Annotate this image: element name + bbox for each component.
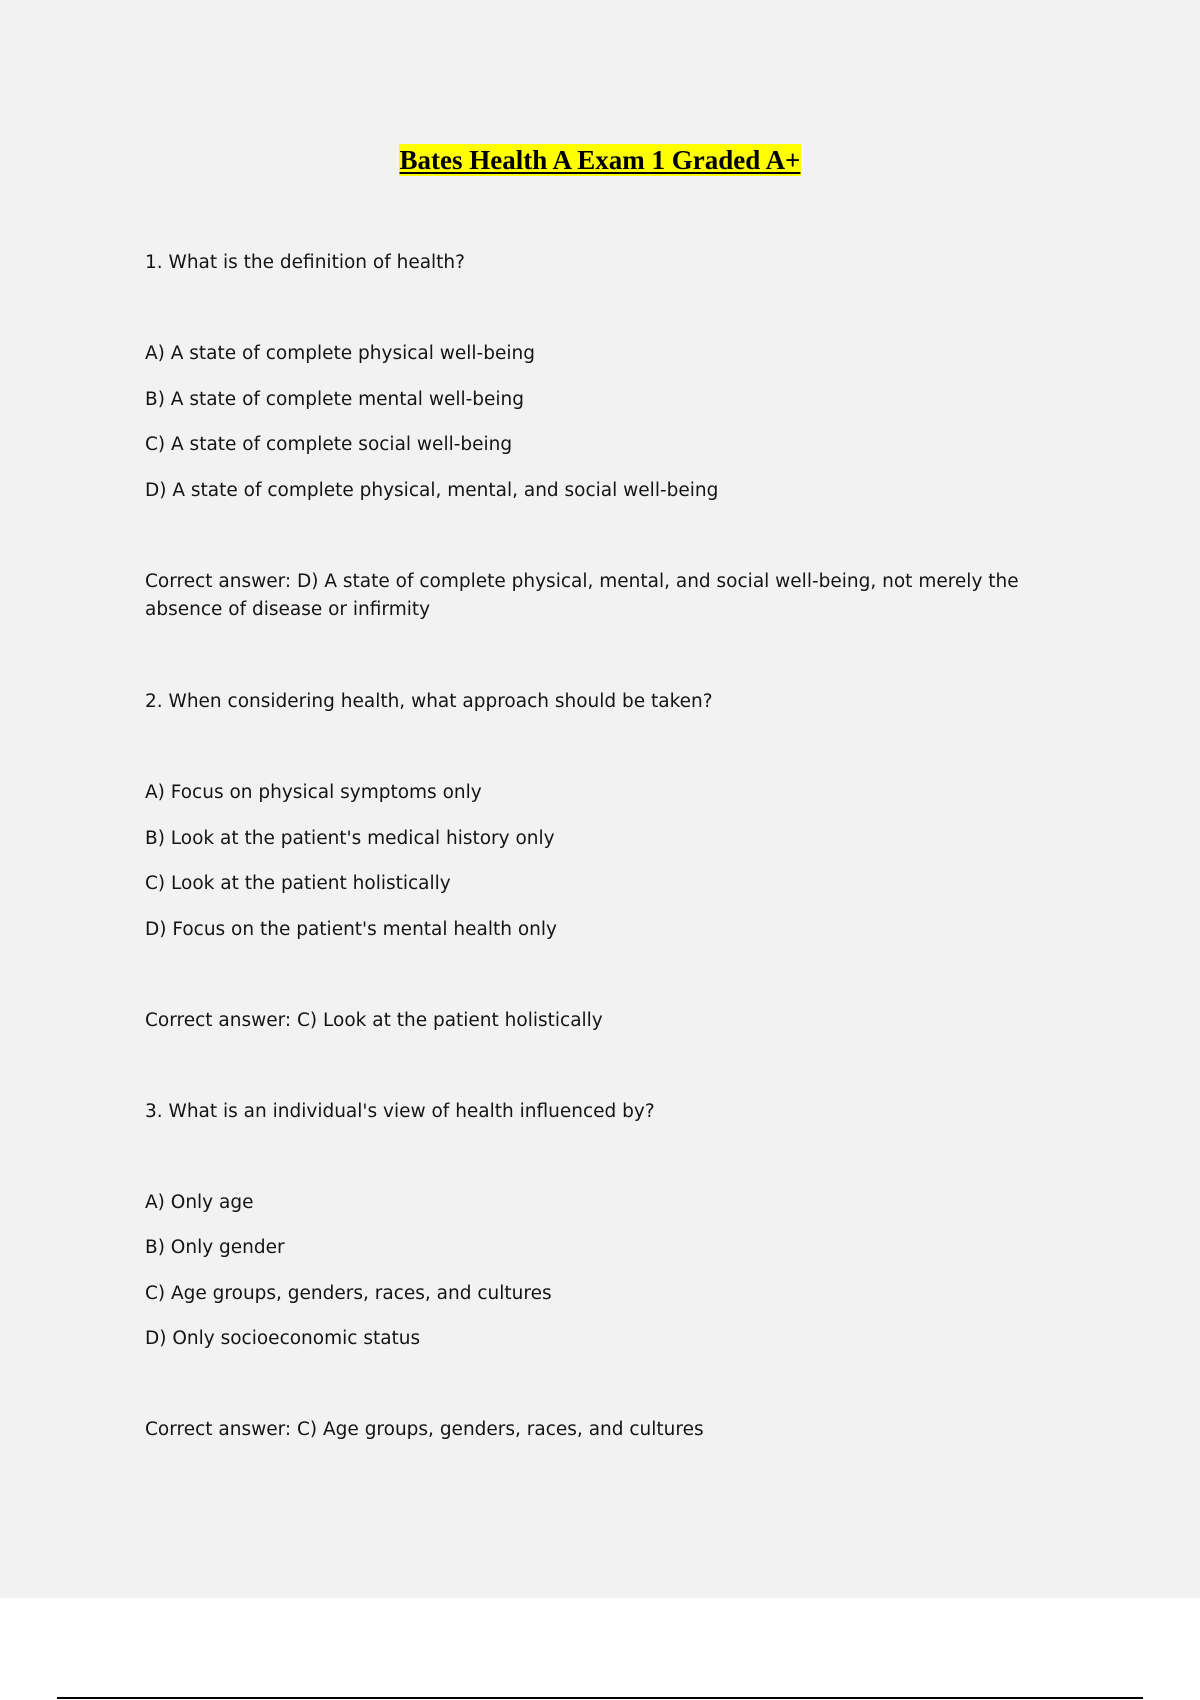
question-2-option-c: C) Look at the patient holistically	[145, 873, 451, 894]
question-3-answer: Correct answer: C) Age groups, genders, races, and cultures	[145, 1419, 704, 1440]
question-1-option-d: D) A state of complete physical, mental, and social well-being	[145, 480, 719, 501]
question-3-option-d: D) Only socioeconomic status	[145, 1328, 421, 1349]
question-1-option-c: C) A state of complete social well-being	[145, 434, 513, 455]
question-1-option-b: B) A state of complete mental well-being	[145, 389, 525, 410]
question-2-answer: Correct answer: C) Look at the patient holistically	[145, 1010, 603, 1031]
question-1-answer: Correct answer: D) A state of complete physical, mental, and social well-being, not merely the absence of disease or infirmity	[145, 571, 1019, 620]
question-2: 2. When considering health, what approach should be taken?	[145, 691, 713, 712]
question-2-option-a: A) Focus on physical symptoms only	[145, 782, 482, 803]
footer-divider	[57, 1697, 1143, 1699]
question-1-option-a: A) A state of complete physical well-being	[145, 343, 535, 364]
question-3-option-c: C) Age groups, genders, races, and cultures	[145, 1283, 552, 1304]
question-1: 1. What is the definition of health?	[145, 252, 465, 273]
question-3-option-a: A) Only age	[145, 1192, 254, 1213]
question-3: 3. What is an individual's view of health influenced by?	[145, 1101, 655, 1122]
question-2-option-b: B) Look at the patient's medical history only	[145, 828, 555, 849]
question-2-option-d: D) Focus on the patient's mental health only	[145, 919, 557, 940]
document-title: Bates Health A Exam 1 Graded A+	[399, 145, 801, 175]
question-3-option-b: B) Only gender	[145, 1237, 285, 1258]
title-container	[0, 144, 1200, 176]
